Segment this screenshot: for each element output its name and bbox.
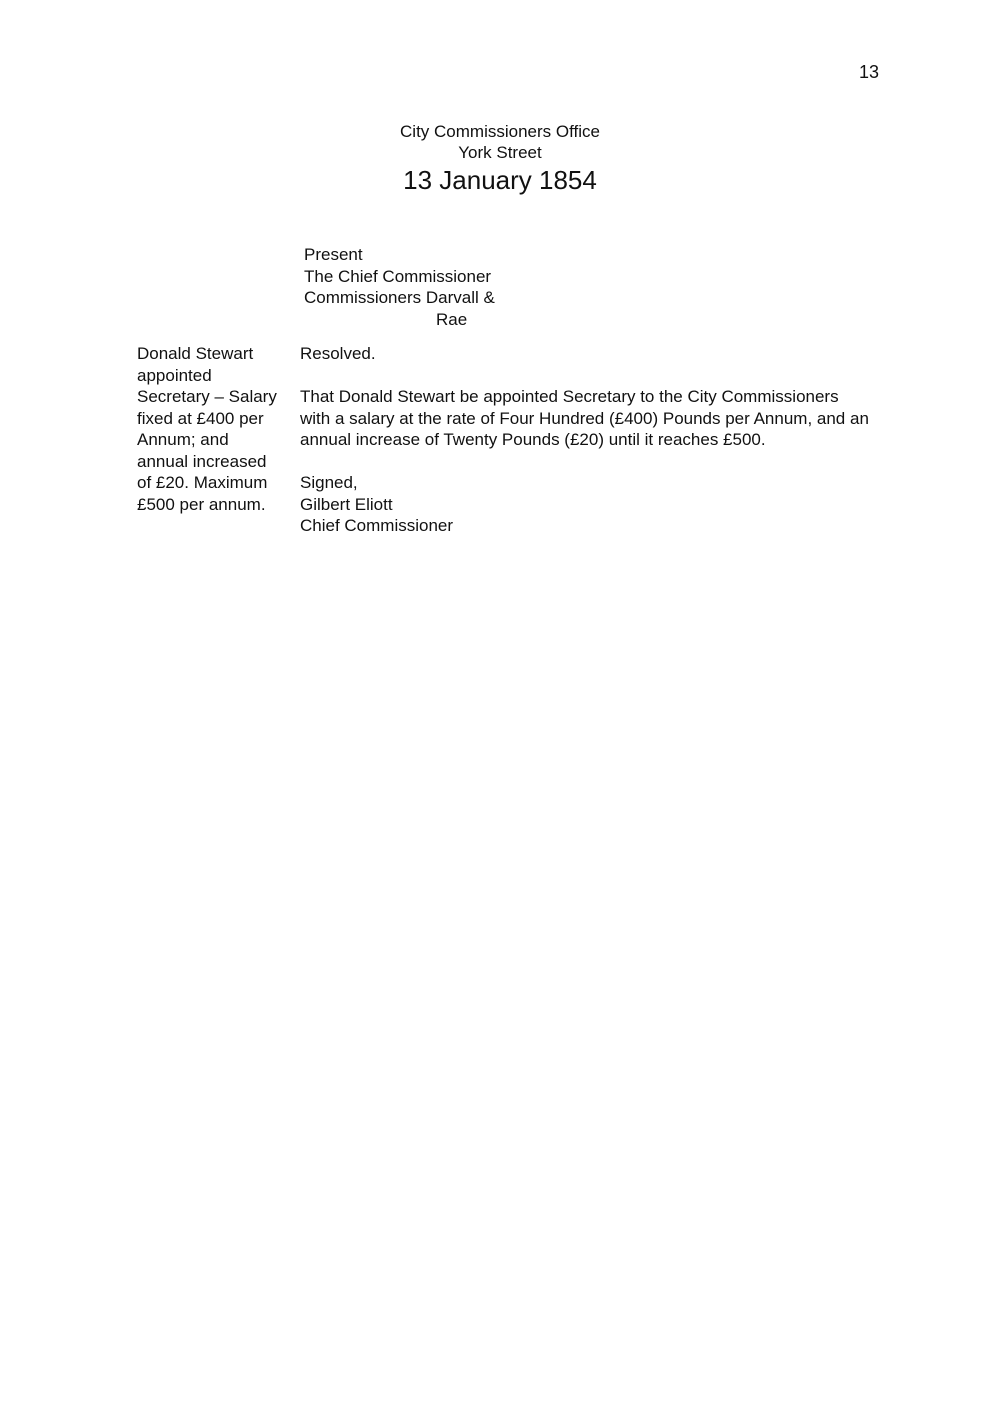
attendance-block — [304, 244, 534, 330]
resolved-heading: Resolved. — [300, 344, 376, 363]
resolution-line: with a salary at the rate of Four Hundred (£400) Pounds per Annum, and an — [300, 408, 869, 428]
resolution-line: annual increase of Twenty Pounds (£20) until it reaches £500. — [300, 430, 766, 449]
page-number: 13 — [858, 62, 879, 82]
margin-note-line: Annum; and — [137, 430, 229, 449]
resolution-line: That Donald Stewart be appointed Secretary to the City Commissioners — [300, 387, 839, 406]
signatory-name: Gilbert Eliott — [300, 494, 393, 514]
present-heading: Present — [304, 245, 363, 264]
margin-note-line: Secretary – Salary — [137, 387, 277, 406]
signed-label: Signed, — [300, 473, 358, 492]
paragraph-gap — [300, 451, 940, 473]
signatory-title: Chief Commissioner — [300, 516, 454, 535]
paragraph-gap — [300, 365, 940, 387]
attendee-line: Rae — [436, 309, 468, 329]
margin-note-line: annual increased — [137, 451, 267, 471]
attendee-line: The Chief Commissioner — [304, 266, 492, 286]
margin-note-line: of £20. Maximum — [137, 473, 268, 492]
margin-note-line: fixed at £400 per — [137, 408, 264, 428]
margin-note-line: Donald Stewart — [137, 344, 254, 363]
document-header — [300, 121, 700, 196]
margin-note — [137, 343, 295, 515]
attendee-line: Commissioners Darvall & — [304, 288, 495, 307]
margin-note-line: £500 per annum. — [137, 494, 266, 514]
resolution-body — [300, 343, 940, 537]
meeting-date: 13 January 1854 — [403, 165, 597, 195]
margin-note-line: appointed — [137, 365, 212, 385]
street-name: York Street — [458, 143, 542, 162]
office-name: City Commissioners Office — [400, 122, 600, 141]
